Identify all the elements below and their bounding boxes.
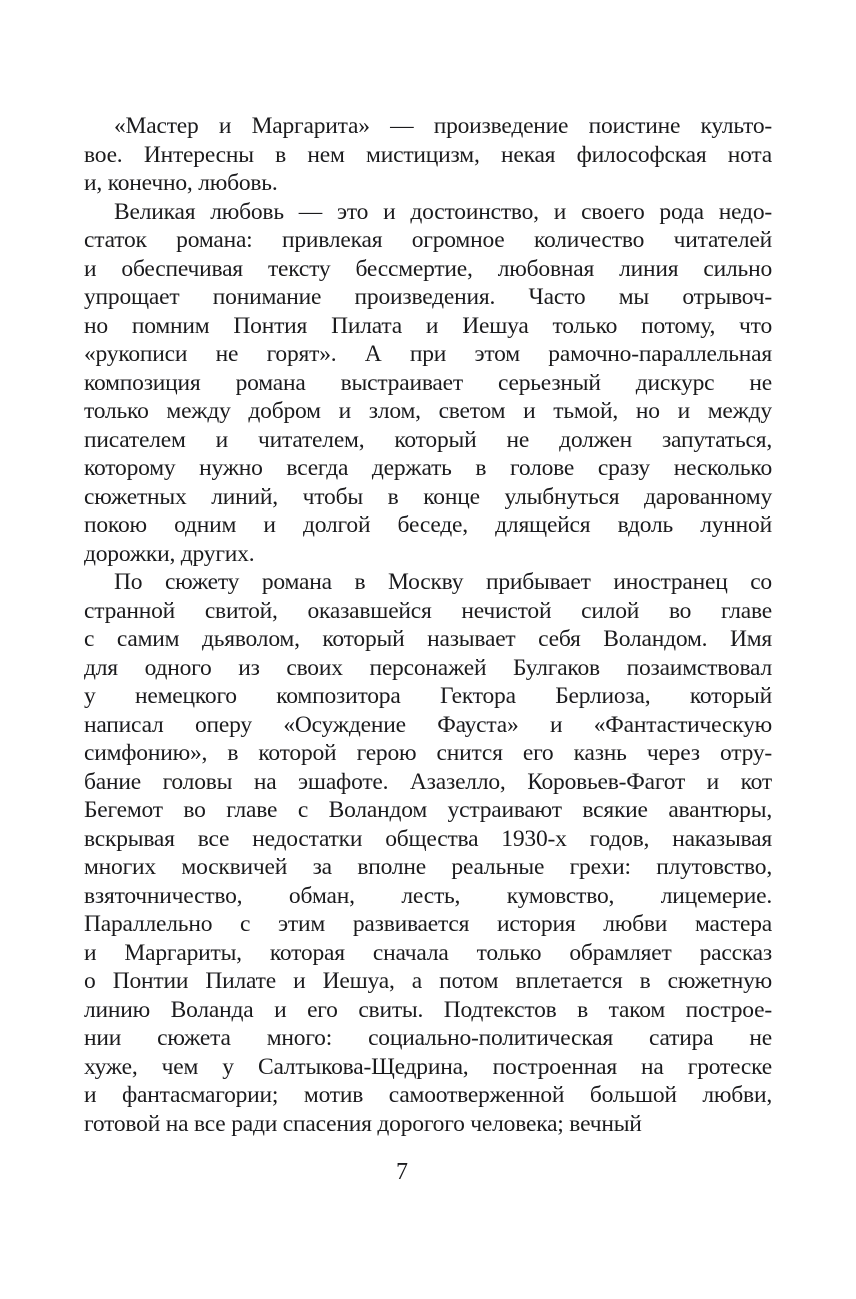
text-line: у немецкого композитора Гектора Берлиоза, который: [84, 683, 772, 709]
paragraph: [84, 112, 772, 198]
text-line: упрощает понимание произведения. Часто мы отрывоч-: [84, 284, 772, 310]
text-line: нии сюжета много: социально-политическая сатира не: [84, 1025, 772, 1051]
text-line: и обеспечивая тексту бессмертие, любовная линия сильно: [84, 255, 772, 282]
text-line: для одного из своих персонажей Булгаков позаимствовал: [84, 654, 772, 681]
text-line: покою одним и долгой беседе, длящейся вдоль лунной: [84, 512, 772, 538]
text-line: о Понтии Пилате и Иешуа, а потом вплетается в сюжетную: [84, 968, 772, 994]
paragraph: [84, 568, 772, 1138]
body-text: [84, 112, 772, 1138]
text-line: и, конечно, любовь.: [84, 170, 278, 196]
text-line: готовой на все ради спасения дорогого человека; вечный: [84, 1110, 642, 1137]
text-line: статок романа: привлекая огромное количество читателей: [84, 227, 772, 253]
text-line: Великая любовь — это и достоинство, и своего рода недо-: [114, 198, 772, 225]
text-line: Бегемот во главе с Воландом устраивают всякие авантюры,: [84, 797, 772, 823]
text-line: вое. Интересны в нем мистицизм, некая философская нота: [84, 141, 772, 168]
page-number: 7: [396, 1159, 408, 1185]
text-line: только между добром и злом, светом и тьмой, но и между: [84, 398, 772, 424]
text-line: По сюжету романа в Москву прибывает иностранец со: [114, 569, 772, 595]
text-line: симфонию», в которой герою снится его казнь через отру-: [84, 740, 772, 766]
text-line: сюжетных линий, чтобы в конце улыбнуться дарованному: [84, 483, 772, 510]
text-line: дорожки, других.: [84, 540, 255, 567]
text-line: композиция романа выстраивает серьезный дискурс не: [84, 369, 772, 396]
text-line: странной свитой, оказавшейся нечистой силой во главе: [84, 597, 772, 624]
text-line: и фантасмагории; мотив самоотверженной большой любви,: [84, 1082, 772, 1108]
text-line: «Мастер и Маргарита» — произведение поистине культо-: [114, 113, 772, 139]
text-line: линию Воланда и его свиты. Подтекстов в таком построе-: [84, 996, 772, 1023]
text-line: и Маргариты, которая сначала только обрамляет рассказ: [84, 939, 772, 966]
text-line: бание головы на эшафоте. Азазелло, Коровьев-Фагот и кот: [84, 768, 772, 795]
text-line: «рукописи не горят». А при этом рамочно-параллельная: [84, 341, 772, 367]
text-line: но помним Понтия Пилата и Иешуа только потому, что: [84, 312, 772, 339]
text-line: с самим дьяволом, который называет себя Воландом. Имя: [84, 626, 772, 652]
text-line: которому нужно всегда держать в голове сразу несколько: [84, 455, 772, 481]
text-line: написал оперу «Осуждение Фауста» и «Фантастическую: [84, 711, 772, 738]
paragraph: [84, 198, 772, 569]
text-line: хуже, чем у Салтыкова-Щедрина, построенная на гротеске: [84, 1053, 772, 1080]
text-line: Параллельно с этим развивается история любви мастера: [84, 911, 772, 937]
text-line: взяточничество, обман, лесть, кумовство, лицемерие.: [84, 882, 772, 909]
text-line: вскрывая все недостатки общества 1930-х годов, наказывая: [84, 825, 772, 852]
text-line: писателем и читателем, который не должен запутаться,: [84, 426, 772, 453]
text-line: многих москвичей за вполне реальные грехи: плутовство,: [84, 854, 772, 880]
